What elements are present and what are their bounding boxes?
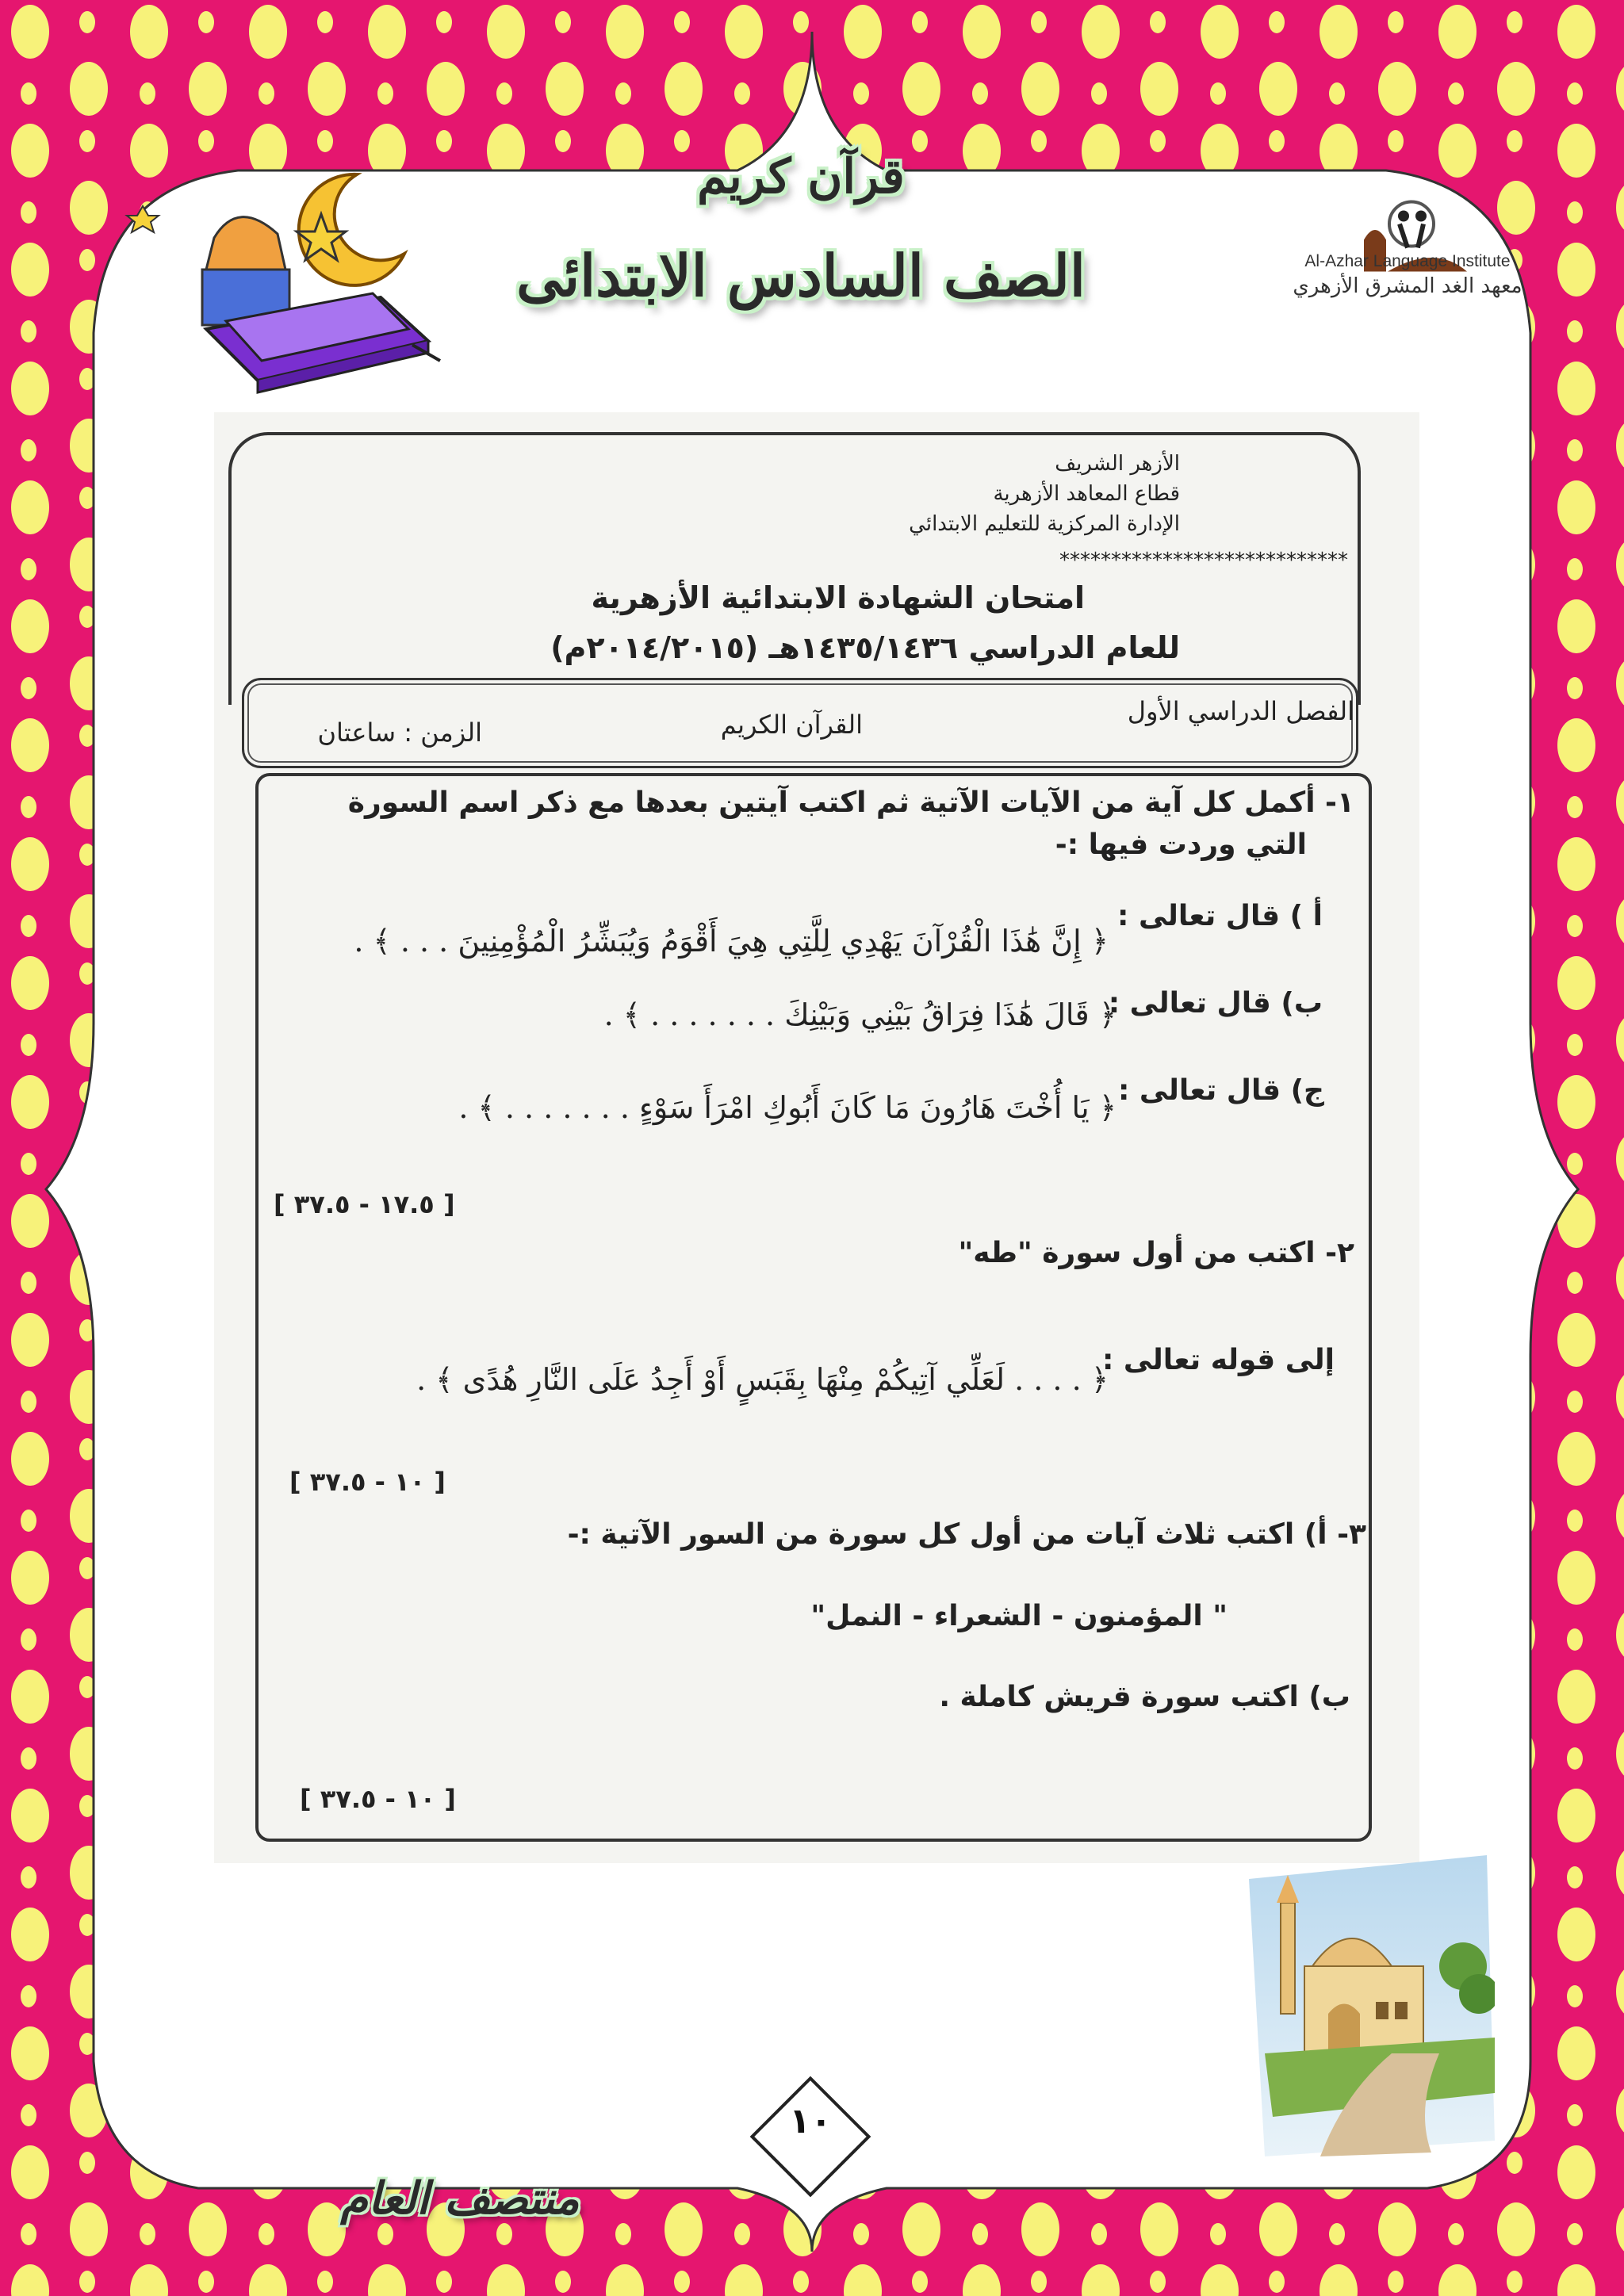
q3-b-prompt: ب) اكتب سورة قريش كاملة . [939, 1681, 1350, 1713]
q1-c-label: ج) قال تعالى : [1117, 1074, 1324, 1107]
page-number: ١٠ [789, 2101, 832, 2141]
q1-score: [ ١٧.٥ - ٣٧.٥ ] [274, 1189, 455, 1219]
logo-arabic-name: معهد الغد المشرق الأزهري [1293, 274, 1522, 298]
logo-english-name: Al-Azhar Language Institute [1304, 252, 1511, 270]
q2-to-label: إلى قوله تعالى : [1101, 1344, 1335, 1376]
subject-title: قرآن كريم [697, 149, 905, 205]
org-line-3: الإدارة المركزية للتعليم الابتدائي [909, 512, 1180, 536]
q3-surah-list: " المؤمنون - الشعراء - النمل" [810, 1600, 1228, 1632]
q3-a-prompt: ٣- أ) اكتب ثلاث آيات من أول كل سورة من السور الآتية :- [567, 1518, 1366, 1551]
exam-subject: القرآن الكريم [720, 710, 863, 740]
grade-title: الصف السادس الابتدائى [516, 242, 1086, 309]
quran-lantern-clipart [119, 159, 444, 396]
q1-a-label: أ ) قال تعالى : [1117, 900, 1323, 932]
q1-b-verse: ﴿ قَالَ هَٰذَا فِرَاقُ بَيْنِي وَبَيْنِكَ . . . . . . . ﴾ . [603, 997, 1116, 1032]
q1-prompt-line1: ١- أكمل كل آية من الآيات الآتية ثم اكتب آيتين بعدها مع ذكر اسم السورة [347, 786, 1354, 819]
org-line-1: الأزهر الشريف [1055, 452, 1180, 476]
q3-score: [ ١٠ - ٣٧.٥ ] [300, 1784, 456, 1814]
q1-a-verse: ﴿ إِنَّ هَٰذَا الْقُرْآنَ يَهْدِي لِلَّتِي هِيَ أَقْوَمُ وَيُبَشِّرُ الْمُؤْمِنِينَ . . . ﴾ . [354, 924, 1109, 959]
separator-stars: **************************** [1059, 549, 1348, 572]
exam-term: الفصل الدراسي الأول [1127, 696, 1354, 726]
q2-prompt: ٢- اكتب من أول سورة "طه" [958, 1237, 1354, 1269]
q2-verse: ﴿ . . . . لَعَلِّي آتِيكُمْ مِنْهَا بِقَبَسٍ أَوْ أَجِدُ عَلَى النَّارِ هُدًى ﴾ . [416, 1362, 1109, 1397]
exam-time: الزمن : ساعتان [317, 718, 482, 748]
q1-b-label: ب) قال تعالى : [1108, 987, 1323, 1020]
mosque-clipart [1233, 1855, 1495, 2156]
q1-c-verse: ﴿ يَا أُخْتَ هَارُونَ مَا كَانَ أَبُوكِ امْرَأَ سَوْءٍ . . . . . . . ﴾ . [458, 1090, 1116, 1125]
exam-title: امتحان الشهادة الابتدائية الأزهرية [591, 580, 1085, 615]
org-line-2: قطاع المعاهد الأزهرية [993, 482, 1180, 506]
exam-year: للعام الدراسي ١٤٣٥/١٤٣٦هـ (٢٠١٤/٢٠١٥م) [550, 630, 1180, 665]
q2-score: [ ١٠ - ٣٧.٥ ] [289, 1467, 446, 1497]
footer-mid-year: منتصف العام [340, 2172, 580, 2225]
q1-prompt-line2: التي وردت فيها :- [1055, 828, 1307, 861]
